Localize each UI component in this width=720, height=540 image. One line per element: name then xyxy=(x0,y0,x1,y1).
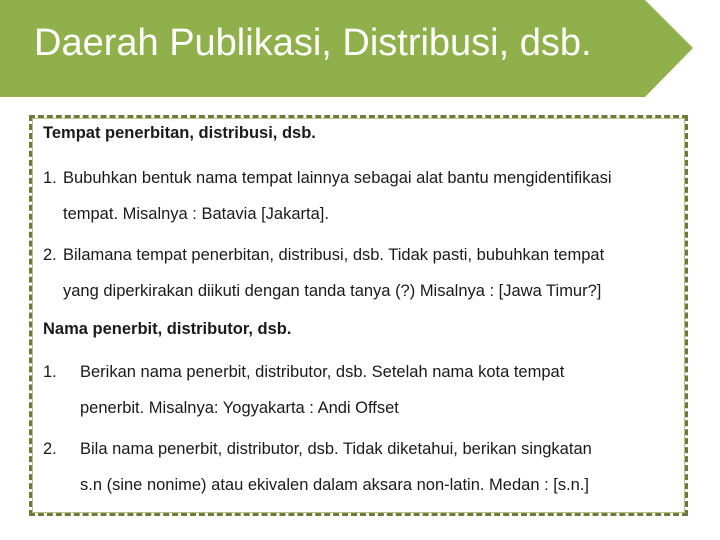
s1-item1-line2: tempat. Misalnya : Batavia [Jakarta]. xyxy=(63,205,329,223)
s1-item2-line1: Bilamana tempat penerbitan, distribusi, dsb. Tidak pasti, bubuhkan tempat xyxy=(63,246,605,264)
s2-item1-line1: Berikan nama penerbit, distributor, dsb. Setelah nama kota tempat xyxy=(80,363,565,381)
s2-item1-number: 1. xyxy=(43,363,57,381)
s2-item2-line2: s.n (sine nonime) atau ekivalen dalam aksara non-latin. Medan : [s.n.] xyxy=(80,476,590,494)
section1-heading: Tempat penerbitan, distribusi, dsb. xyxy=(43,124,316,142)
s2-item1-line2: penerbit. Misalnya: Yogyakarta : Andi Offset xyxy=(80,399,399,417)
s2-item2-line1: Bila nama penerbit, distributor, dsb. Tidak diketahui, berikan singkatan xyxy=(80,440,592,458)
s2-item2-number: 2. xyxy=(43,440,57,458)
s1-item1-line1: Bubuhkan bentuk nama tempat lainnya sebagai alat bantu mengidentifikasi xyxy=(63,169,612,187)
s1-item2-line2: yang diperkirakan diikuti dengan tanda tanya (?) Misalnya : [Jawa Timur?] xyxy=(63,282,602,300)
s1-item1-number: 1. xyxy=(43,169,57,187)
section2-heading: Nama penerbit, distributor, dsb. xyxy=(43,320,292,338)
page-title: Daerah Publikasi, Distribusi, dsb. xyxy=(34,22,592,64)
s1-item2-number: 2. xyxy=(43,246,57,264)
title-banner xyxy=(0,0,695,97)
